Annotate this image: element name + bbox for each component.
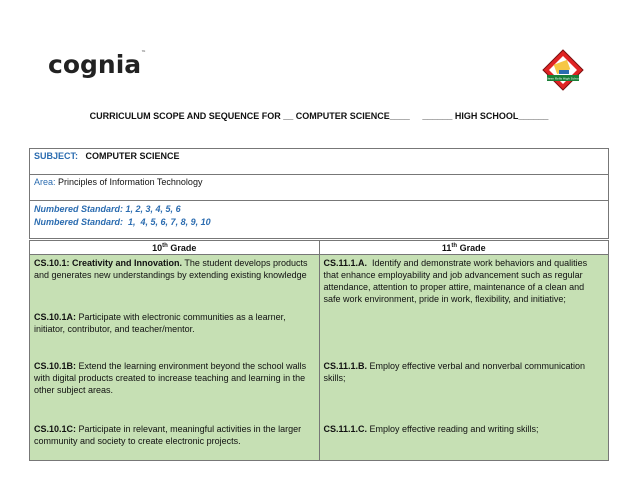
subject-label: SUBJECT:: [34, 151, 79, 161]
area-label: Area:: [34, 177, 56, 187]
area-value: Principles of Information Technology: [58, 177, 203, 187]
grade-word: Grade: [457, 242, 486, 253]
standard-entry: CS.11.1.B. Employ effective verbal and nonverbal communication skills;: [323, 361, 585, 383]
grade-11-cell: [319, 255, 609, 461]
grade-num: 10: [152, 242, 163, 253]
grade-num: 11: [441, 242, 452, 253]
standard-entry: CS.10.1A: Participate with electronic communities as a learner, initiator, contributor, and teacher/mentor.: [34, 312, 286, 334]
standards-row: [30, 201, 609, 239]
grade-11-header: [319, 241, 609, 255]
document-title: CURRICULUM SCOPE AND SEQUENCE FOR __ COMPUTER SCIENCE____ ______ HIGH SCHOOL______: [89, 111, 549, 121]
area-row: [30, 175, 609, 201]
cognia-logo: [48, 50, 146, 79]
logo-trademark: ™: [141, 50, 147, 56]
meta-table: [29, 148, 609, 239]
standards-content-row: [30, 255, 609, 461]
grade-word: Grade: [167, 242, 197, 253]
standard-entry: CS.11.1.C. Employ effective reading and writing skills;: [323, 424, 539, 434]
standard-line: [34, 216, 604, 229]
school-logo-text: Gleen Rolls High School: [545, 76, 581, 81]
standard-value: 1, 4, 5, 6, 7, 8, 9, 10: [125, 217, 211, 227]
standard-entry: CS.10.1: Creativity and Innovation. The student develops products and generates new understandings by extending existing knowledge: [34, 258, 308, 280]
standard-label: Numbered Standard:: [34, 204, 124, 214]
grade-10-header: [30, 241, 320, 255]
school-crest-logo: [541, 48, 585, 96]
subject-value: COMPUTER SCIENCE: [85, 151, 180, 161]
grade-10-cell: [30, 255, 320, 461]
grade-grid: [29, 240, 609, 461]
grade-sup: th: [162, 242, 168, 249]
standard-line: [34, 203, 604, 216]
standard-entry: CS.11.1.A. Identify and demonstrate work behaviors and qualities that enhance employability and job advancement such as regular attendance, attention to proper attire, maintenance of a clean and safe work environment, pride in work, flexibility, and initiative;: [323, 258, 590, 304]
subject-row: [30, 149, 609, 175]
standard-entry: CS.10.1B: Extend the learning environment beyond the school walls with digital products created to increase teaching and learning in the other subject areas.: [34, 361, 307, 395]
standard-label: Numbered Standard:: [34, 217, 124, 227]
standard-entry: CS.10.1C: Participate in relevant, meaningful activities in the larger community and society to create electronic projects.: [34, 424, 302, 446]
standard-value: 1, 2, 3, 4, 5, 6: [125, 204, 181, 214]
logo-text: cognia: [48, 50, 142, 79]
grade-sup: th: [451, 242, 458, 249]
grade-header-row: [30, 241, 609, 255]
